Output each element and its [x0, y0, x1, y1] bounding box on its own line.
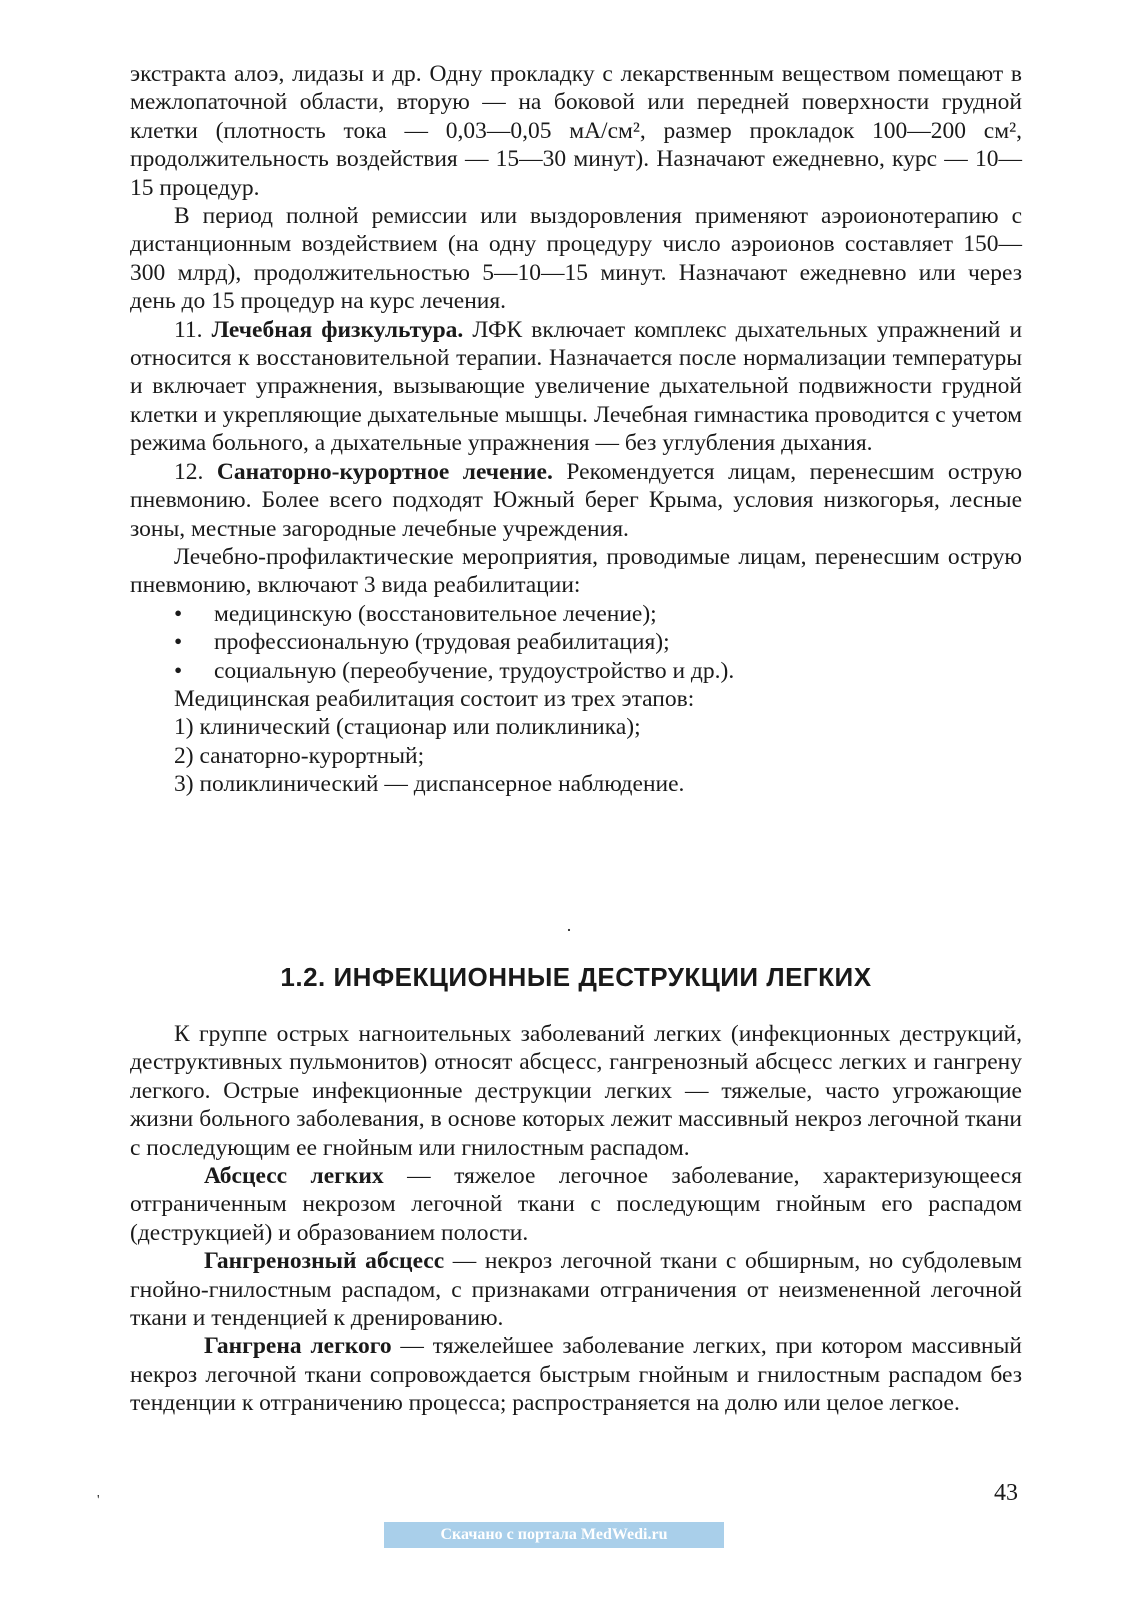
bullet: • [174, 600, 183, 627]
paragraph: Лечебно-профилактические мероприятия, проводимые лицам, перенесшим острую пневмонию, включают 3 вида реабилитации: [130, 543, 1022, 599]
definition-abscess: Абсцесс легких — тяжелое легочное заболевание, характеризующееся отграниченным некрозом легочной ткани с последующим гнойным его распадом (деструкцией) и образованием полости. [130, 1163, 1022, 1246]
item-title: Лечебная физкультура. [211, 316, 464, 343]
paragraph-sanatorium [130, 458, 1022, 543]
item-number: 12. [174, 458, 204, 485]
list-item: • медицинскую (восстановительное лечение); [174, 600, 657, 627]
item-text: ЛФК включает комплекс дыхательных упражнений и относится к восстановительной терапии. Назначается после нормализации температуры и включает упражнения, вызывающие увеличение дыхательной подвижности грудной клетки и укрепляющие дыхательные мышцы. Лечебная гимнастика проводится с учетом режима больного, а дыхательные упражнения — без углубления дыхания. [130, 316, 1023, 457]
section-heading: 1.2. ИНФЕКЦИОННЫЕ ДЕСТРУКЦИИ ЛЕГКИХ [280, 962, 872, 992]
bullet: • [174, 629, 183, 656]
list-item: 2) санаторно-курортный; [174, 742, 425, 769]
section-body [130, 1020, 1022, 1418]
list-item: • социальную (переобучение, трудоустройство и др.). [174, 657, 735, 684]
page-body [130, 60, 1022, 799]
rehab-list [130, 600, 1022, 685]
term: Гангренозный абсцесс [204, 1248, 445, 1275]
item-text: Рекомендуется лицам, перенесшим острую пневмонию. Более всего подходят Южный берег Крыма, условия низкогорья, лесные зоны, местные загородные лечебные учреждения. [130, 458, 1023, 542]
term: Гангрена легкого [204, 1333, 392, 1360]
paragraph: Медицинская реабилитация состоит из трех этапов: [174, 685, 695, 712]
paragraph: экстракта алоэ, лидазы и др. Одну прокладку с лекарственным веществом помещают в межлопаточной области, вторую — на боковой или передней поверхности грудной клетки (плотность тока — 0,03—0,05 мА/см², размер прокладок 100—200 см², продолжительность воздействия — 15—30 минут). Назначают ежедневно, курс — 10—15 процедур. [130, 61, 1022, 201]
definition-gangrene: Гангрена легкого — тяжелейшее заболевание легких, при котором массивный некроз легочной ткани сопровождается быстрым гнойным и гнилостным распадом без тенденции к отграничению процесса; распространяется на долю или целое легкое. [130, 1333, 1022, 1417]
term: Абсцесс легких [204, 1163, 384, 1190]
definition-gangrenous-abscess: Гангренозный абсцесс — некроз легочной ткани с обширным, но субдолевым гнойно-гнилостным распадом, с признаками отграничения от неизмененной легочной ткани и тенденцией к дренированию. [130, 1248, 1022, 1332]
list-item: 1) клинический (стационар или поликлиника); [174, 714, 641, 741]
page-number: 43 [994, 1480, 1018, 1506]
stray-mark: · [566, 920, 572, 940]
list-item: 3) поликлинический — диспансерное наблюдение. [174, 771, 685, 798]
paragraph: В период полной ремиссии или выздоровления применяют аэроионотерапию с дистанционным воздействием (на одну процедуру число аэроионов составляет 150—300 млрд), продолжительностью 5—10—15 минут. Назначают ежедневно или через день до 15 процедур на курс лечения. [130, 203, 1022, 315]
item-number: 11. [174, 316, 203, 343]
stages-list [130, 713, 1022, 798]
bullet: • [174, 657, 183, 684]
paragraph-exercise-therapy [130, 316, 1022, 458]
list-item: • профессиональную (трудовая реабилитация); [174, 629, 670, 656]
watermark: Скачано с портала MedWedi.ru [384, 1522, 724, 1548]
stray-mark: ' [97, 1493, 100, 1508]
item-title: Санаторно-курортное лечение. [216, 458, 553, 485]
paragraph: К группе острых нагноительных заболеваний легких (инфекционных деструкций, деструктивных пульмонитов) относят абсцесс, гангренозный абсцесс легких и гангрену легкого. Острые инфекционные деструкции легких — тяжелые, часто угрожающие жизни больного заболевания, в основе которых лежит массивный некроз легочной ткани с последующим ее гнойным или гнилостным распадом. [130, 1021, 1022, 1161]
